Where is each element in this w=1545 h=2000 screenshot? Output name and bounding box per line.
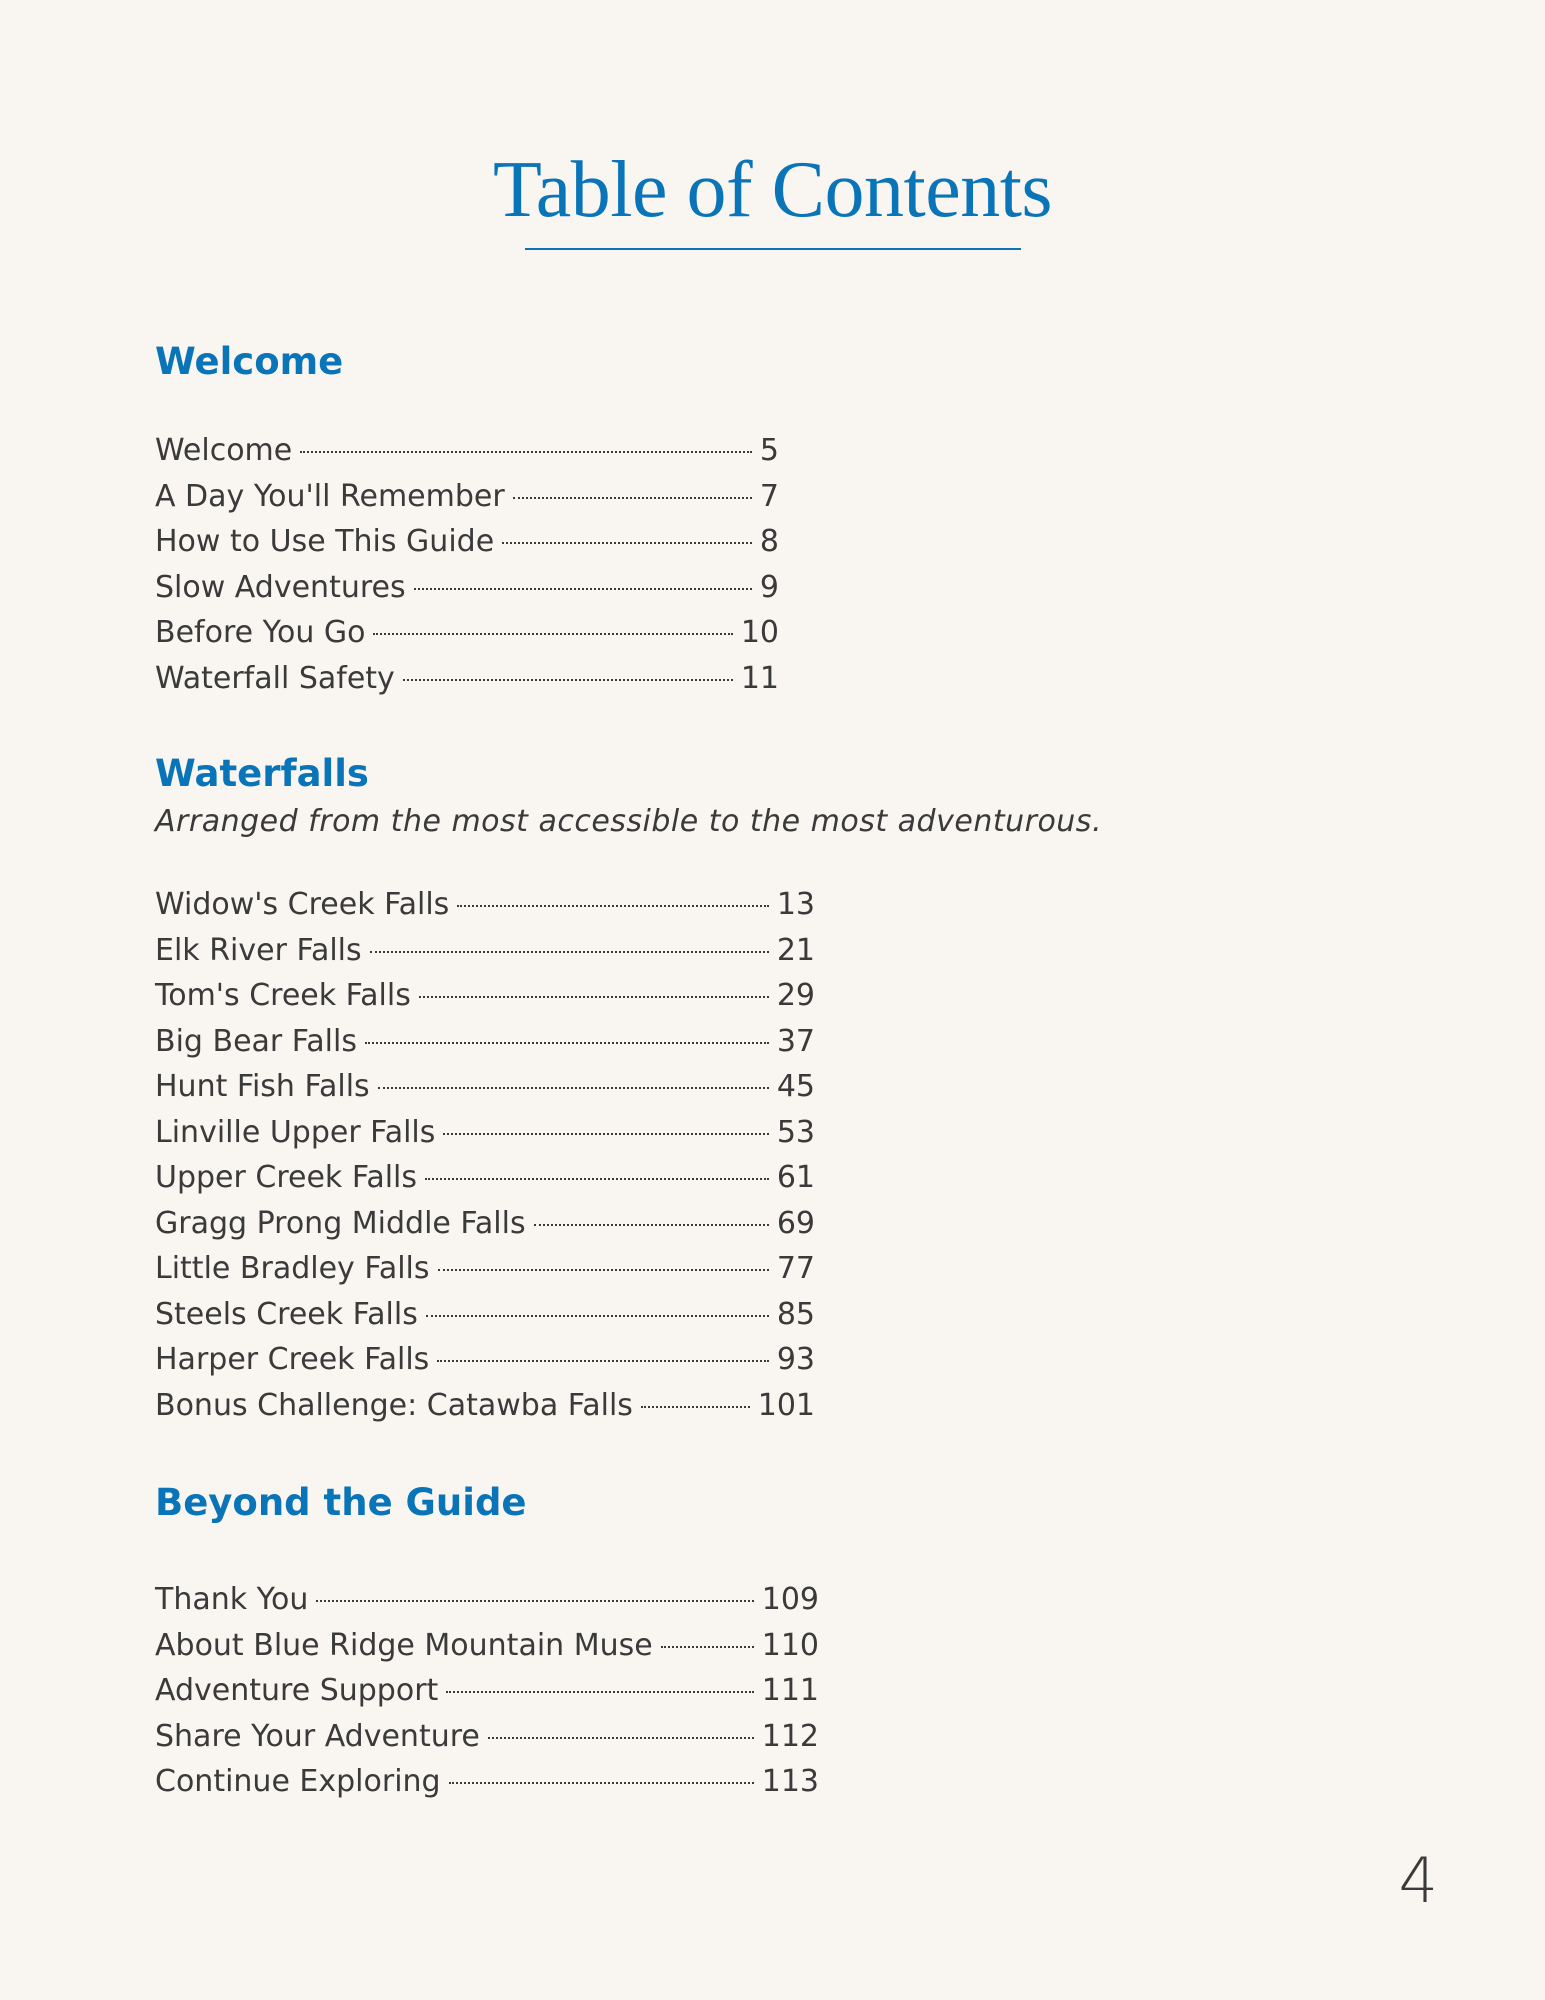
dot-leader — [661, 1646, 754, 1648]
toc-entry[interactable] — [155, 928, 815, 974]
toc-entry-page: 5 — [759, 433, 779, 468]
toc-entry[interactable] — [155, 1337, 815, 1383]
dot-leader — [641, 1406, 750, 1408]
toc-entry-title: Slow Adventures — [155, 569, 406, 605]
dot-leader — [378, 1087, 769, 1089]
dot-leader — [425, 1178, 769, 1180]
toc-entry-page: 9 — [759, 569, 779, 605]
toc-entry-page: 109 — [761, 1582, 819, 1617]
section-heading: Beyond the Guide — [155, 1481, 527, 1524]
section-welcome — [155, 340, 1255, 701]
toc-entry[interactable] — [155, 656, 779, 702]
toc-entry-title: How to Use This Guide — [155, 524, 495, 559]
toc-entry-page: 10 — [740, 615, 779, 650]
dot-leader — [373, 633, 732, 635]
section-subtitle: Arranged from the most accessible to the most adventurous. — [155, 804, 1102, 839]
dot-leader — [370, 951, 769, 953]
toc-entry-title: Big Bear Falls — [155, 1023, 357, 1059]
toc-entry-page: 21 — [776, 932, 815, 968]
section-waterfalls — [155, 752, 1255, 1428]
toc-entry-page: 111 — [761, 1673, 819, 1708]
dot-leader — [513, 497, 752, 499]
toc-entry[interactable] — [155, 1292, 815, 1338]
toc-entry-page: 29 — [776, 978, 815, 1013]
toc-entry-title: Waterfall Safety — [155, 660, 395, 696]
toc-entry[interactable] — [155, 882, 815, 928]
toc-entry[interactable] — [155, 1577, 819, 1623]
toc-entry-page: 53 — [776, 1114, 815, 1150]
toc-entry[interactable] — [155, 1064, 815, 1110]
dot-leader — [502, 542, 752, 544]
section-heading: Welcome — [155, 340, 344, 383]
toc-entry-page: 112 — [761, 1718, 819, 1754]
toc-entry-page: 45 — [776, 1069, 815, 1104]
toc-entry-page: 7 — [759, 478, 779, 514]
toc-entry-title: Continue Exploring — [155, 1764, 441, 1799]
toc-entry-title: Hunt Fish Falls — [155, 1069, 370, 1104]
toc-entry-title: Welcome — [155, 433, 293, 468]
section-beyond-the-guide — [155, 1481, 1255, 1805]
dot-leader — [437, 1360, 769, 1362]
toc-entry-title: Gragg Prong Middle Falls — [155, 1205, 526, 1241]
toc-entry-page: 113 — [761, 1764, 819, 1799]
toc-entry-title: Little Bradley Falls — [155, 1251, 430, 1286]
toc-entry-title: Harper Creek Falls — [155, 1342, 430, 1377]
toc-entry[interactable] — [155, 1110, 815, 1156]
toc-entry[interactable] — [155, 1201, 815, 1247]
toc-entry-page: 61 — [776, 1160, 815, 1195]
title-underline — [525, 248, 1021, 250]
dot-leader — [426, 1315, 769, 1317]
toc-entry-title: Elk River Falls — [155, 932, 362, 968]
toc-entry-page: 93 — [776, 1342, 815, 1377]
toc-entry-page: 77 — [776, 1251, 815, 1286]
toc-list-beyond — [155, 1577, 819, 1805]
toc-entry[interactable] — [155, 1155, 815, 1201]
toc-entry-title: Steels Creek Falls — [155, 1296, 418, 1332]
toc-entry-page: 13 — [776, 887, 815, 922]
toc-list-waterfalls — [155, 882, 815, 1428]
dot-leader — [443, 1133, 768, 1135]
toc-entry-page: 69 — [776, 1205, 815, 1241]
dot-leader — [446, 1691, 753, 1693]
toc-entry[interactable] — [155, 1714, 819, 1760]
toc-entry[interactable] — [155, 565, 779, 611]
dot-leader — [438, 1269, 769, 1271]
toc-entry[interactable] — [155, 1019, 815, 1065]
toc-entry[interactable] — [155, 519, 779, 565]
toc-entry-page: 11 — [740, 660, 779, 696]
toc-entry-title: Tom's Creek Falls — [155, 978, 411, 1013]
toc-entry[interactable] — [155, 973, 815, 1019]
page-title-wrapper — [0, 146, 1545, 234]
dot-leader — [488, 1737, 754, 1739]
toc-entry[interactable] — [155, 1668, 819, 1714]
toc-list-welcome — [155, 428, 779, 701]
toc-entry-page: 101 — [757, 1387, 815, 1423]
dot-leader — [449, 1782, 754, 1784]
toc-entry-title: Widow's Creek Falls — [155, 887, 450, 922]
toc-entry-page: 85 — [776, 1296, 815, 1332]
toc-entry-title: Linville Upper Falls — [155, 1114, 436, 1150]
toc-entry-title: A Day You'll Remember — [155, 478, 505, 514]
toc-entry-title: About Blue Ridge Mountain Muse — [155, 1627, 653, 1663]
page-title: Table of Contents — [492, 146, 1053, 234]
toc-entry[interactable] — [155, 1623, 819, 1669]
dot-leader — [316, 1600, 753, 1602]
section-heading: Waterfalls — [155, 752, 369, 795]
toc-entry-page: 37 — [776, 1023, 815, 1059]
dot-leader — [414, 588, 752, 590]
toc-entry-title: Before You Go — [155, 615, 366, 650]
toc-entry[interactable] — [155, 1383, 815, 1429]
toc-entry[interactable] — [155, 474, 779, 520]
toc-entry-title: Upper Creek Falls — [155, 1160, 418, 1195]
toc-entry-title: Bonus Challenge: Catawba Falls — [155, 1387, 633, 1423]
page-number: 4 — [1398, 1844, 1438, 1917]
dot-leader — [419, 996, 769, 998]
toc-entry[interactable] — [155, 428, 779, 474]
dot-leader — [403, 679, 733, 681]
toc-entry[interactable] — [155, 610, 779, 656]
dot-leader — [300, 451, 752, 453]
toc-entry-title: Thank You — [155, 1582, 309, 1617]
toc-entry[interactable] — [155, 1759, 819, 1805]
toc-entry[interactable] — [155, 1246, 815, 1292]
toc-entry-page: 110 — [761, 1627, 819, 1663]
toc-entry-title: Share Your Adventure — [155, 1718, 480, 1754]
dot-leader — [365, 1042, 769, 1044]
toc-entry-page: 8 — [759, 524, 779, 559]
dot-leader — [457, 905, 768, 907]
toc-entry-title: Adventure Support — [155, 1673, 439, 1708]
dot-leader — [534, 1224, 769, 1226]
